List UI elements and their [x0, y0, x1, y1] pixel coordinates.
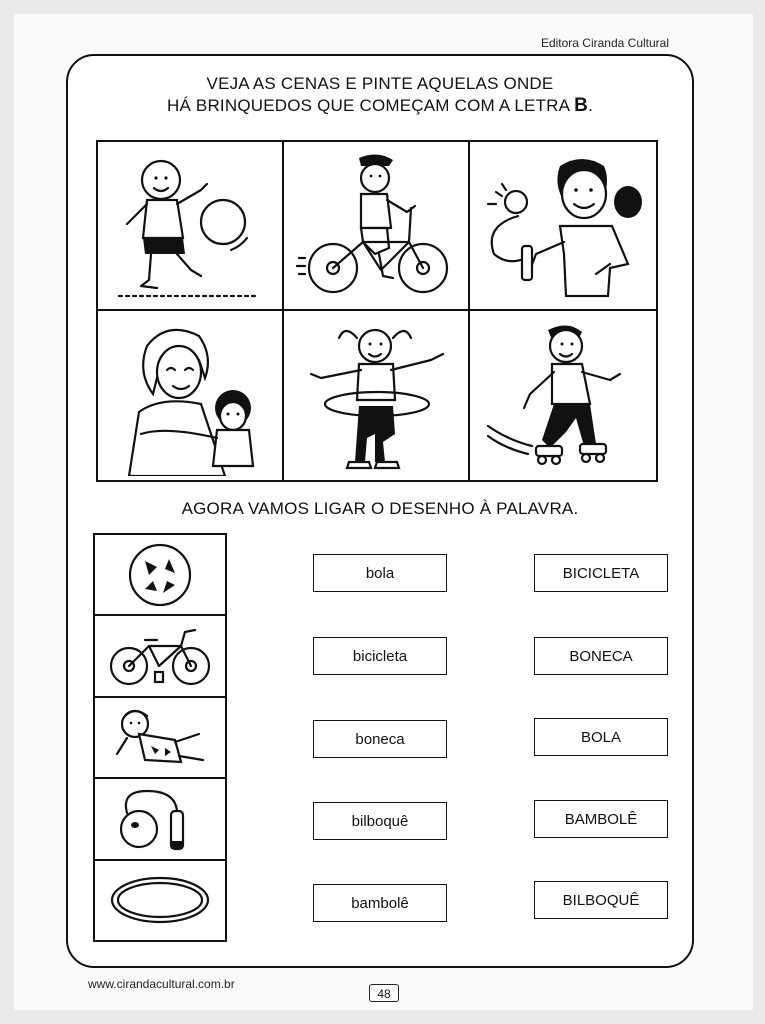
word-box-upper-5[interactable]: BILBOQUÊ: [534, 881, 668, 919]
scene-girl-hula-hoop[interactable]: [284, 311, 470, 480]
instruction-heading: [80, 73, 680, 117]
toy-hula-hoop-cell[interactable]: [95, 861, 225, 940]
scene-girl-doll[interactable]: [98, 311, 284, 480]
hula-hoop-icon: [105, 866, 215, 934]
boy-skates-illustration: [478, 316, 648, 476]
toy-picture-column: [93, 533, 227, 942]
word-box-lower-5[interactable]: bambolê: [313, 884, 447, 922]
ball-icon: [105, 541, 215, 609]
bicycle-icon: [105, 622, 215, 690]
girl-bilboque-illustration: [478, 146, 648, 306]
toy-doll-cell[interactable]: [95, 698, 225, 779]
word-box-upper-4[interactable]: BAMBOLÊ: [534, 800, 668, 838]
boy-bicycle-illustration: [291, 146, 461, 306]
scene-girl-bilboque[interactable]: [470, 142, 656, 311]
scene-grid: [96, 140, 658, 482]
scene-boy-bicycle[interactable]: [284, 142, 470, 311]
boy-ball-illustration: [105, 146, 275, 306]
word-box-lower-3[interactable]: boneca: [313, 720, 447, 758]
girl-hula-hoop-illustration: [291, 316, 461, 476]
toy-bilboque-cell[interactable]: [95, 779, 225, 860]
word-box-upper-2[interactable]: BONECA: [534, 637, 668, 675]
scene-boy-roller-skates[interactable]: [470, 311, 656, 480]
page-number: 48: [369, 984, 399, 1002]
instruction-line-1: VEJA AS CENAS E PINTE AQUELAS ONDE: [206, 74, 554, 93]
bilboque-icon: [105, 785, 215, 853]
word-box-lower-1[interactable]: bola: [313, 554, 447, 592]
word-box-upper-3[interactable]: BOLA: [534, 718, 668, 756]
instruction-match: AGORA VAMOS LIGAR O DESENHO À PALAVRA.: [181, 499, 579, 518]
doll-icon: [105, 704, 215, 772]
toy-bicycle-cell[interactable]: [95, 616, 225, 697]
toy-ball-cell[interactable]: [95, 535, 225, 616]
publisher-label: Editora Ciranda Cultural: [540, 36, 669, 50]
word-box-lower-4[interactable]: bilboquê: [313, 802, 447, 840]
word-box-lower-2[interactable]: bicicleta: [313, 637, 447, 675]
highlight-letter: B: [574, 95, 589, 116]
girl-doll-illustration: [105, 316, 275, 476]
scene-boy-kicking-ball[interactable]: [98, 142, 284, 311]
word-box-upper-1[interactable]: BICICLETA: [534, 554, 668, 592]
instruction-line-2: HÁ BRINQUEDOS QUE COMEÇAM COM A LETRA B.: [166, 95, 594, 116]
footer-url: www.cirandacultural.com.br: [88, 977, 235, 991]
